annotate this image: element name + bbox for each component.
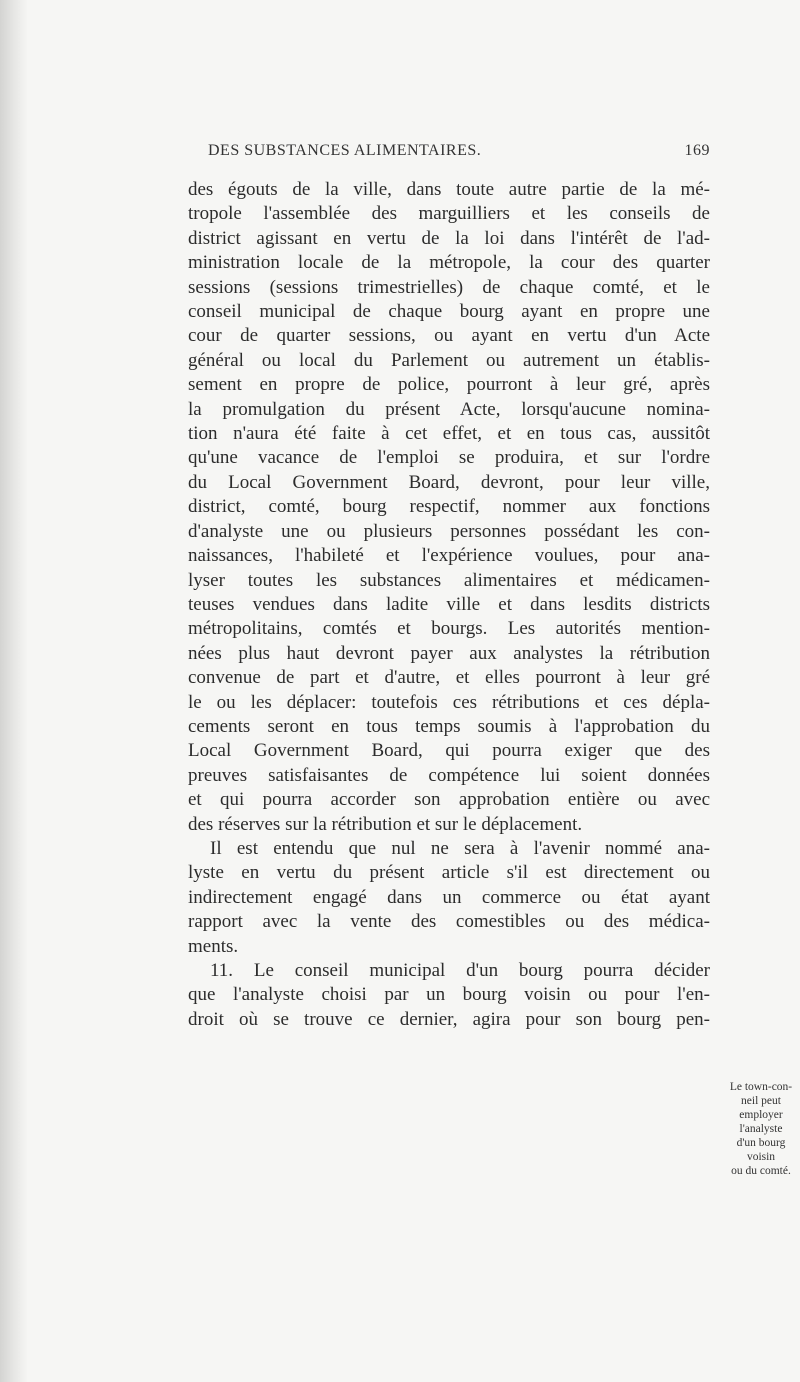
text-line: ments.	[188, 935, 239, 957]
text-line: métropolitains, comtés et bourgs. Les autorités mention-	[188, 618, 710, 640]
margin-note	[725, 1080, 797, 1178]
text-line: tropole l'assemblée des marguilliers et les conseils de	[188, 203, 710, 225]
text-line: lyste en vertu du présent article s'il est directement ou	[188, 862, 710, 884]
text-line: naissances, l'habileté et l'expérience voulues, pour ana-	[188, 545, 710, 567]
text-line: district, comté, bourg respectif, nommer aux fonctions	[188, 496, 710, 518]
binding-shadow	[0, 0, 28, 1382]
text-line: nées plus haut devront payer aux analystes la rétribution	[188, 642, 710, 664]
margin-note-line: voisin	[746, 1151, 776, 1163]
text-line: convenue de part et d'autre, et elles pourront à leur gré	[188, 667, 710, 689]
text-line: 11. Le conseil municipal d'un bourg pourra décider	[210, 960, 710, 981]
text-line: rapport avec la vente des comestibles ou des médica-	[188, 911, 710, 933]
text-line: et qui pourra accorder son approbation entière ou avec	[188, 789, 710, 811]
text-line: la promulgation du présent Acte, lorsqu'aucune nomina-	[188, 398, 710, 420]
text-line: cements seront en tous temps soumis à l'approbation du	[188, 715, 710, 737]
text-line: lyser toutes les substances alimentaires et médicamen-	[188, 569, 710, 591]
text-line: des égouts de la ville, dans toute autre partie de la mé-	[188, 179, 710, 200]
text-line: Local Government Board, qui pourra exiger que des	[188, 740, 710, 762]
running-title: DES SUBSTANCES ALIMENTAIRES.	[208, 142, 482, 159]
text-line: général ou local du Parlement ou autrement un établis-	[188, 349, 710, 371]
text-line: Il est entendu que nul ne sera à l'avenir nommé ana-	[210, 837, 710, 859]
text-line: tion n'aura été faite à cet effet, et en tous cas, aussitôt	[188, 423, 710, 445]
text-line: qu'une vacance de l'emploi se produira, et sur l'ordre	[188, 447, 710, 469]
text-line: le ou les déplacer: toutefois ces rétributions et ces dépla-	[188, 691, 710, 713]
text-line: droit où se trouve ce dernier, agira pour son bourg pen-	[188, 1008, 710, 1030]
text-line: du Local Government Board, devront, pour leur ville,	[188, 471, 710, 493]
body-text	[188, 178, 710, 1032]
text-line: que l'analyste choisi par un bourg voisin ou pour l'en-	[188, 984, 710, 1006]
page-number: 169	[684, 142, 710, 159]
margin-note-line: neil peut	[741, 1095, 781, 1107]
text-line: sement en propre de police, pourront à leur gré, après	[188, 374, 710, 396]
text-line: sessions (sessions trimestrielles) de chaque comté, et le	[188, 276, 710, 298]
text-line: district agissant en vertu de la loi dans l'intérêt de l'ad-	[188, 227, 710, 249]
text-line: teuses vendues dans ladite ville et dans lesdits districts	[188, 593, 710, 615]
margin-note-line: employer	[739, 1109, 783, 1121]
text-line: indirectement engagé dans un commerce ou état ayant	[188, 886, 710, 908]
text-line: d'analyste une ou plusieurs personnes possédant les con-	[188, 520, 710, 542]
margin-note-line: Le town-con-	[729, 1081, 793, 1093]
text-line: ministration locale de la métropole, la cour des quarter	[188, 252, 710, 274]
text-line: conseil municipal de chaque bourg ayant en propre une	[188, 301, 710, 323]
margin-note-line: d'un bourg	[736, 1137, 786, 1149]
text-line: preuves satisfaisantes de compétence lui soient données	[188, 764, 710, 786]
text-line: cour de quarter sessions, ou ayant en vertu d'un Acte	[188, 325, 710, 347]
running-head	[208, 142, 708, 172]
text-line: des réserves sur la rétribution et sur le déplacement.	[188, 813, 583, 835]
margin-note-line: l'analyste	[739, 1123, 783, 1135]
margin-note-line: ou du comté.	[731, 1165, 791, 1177]
